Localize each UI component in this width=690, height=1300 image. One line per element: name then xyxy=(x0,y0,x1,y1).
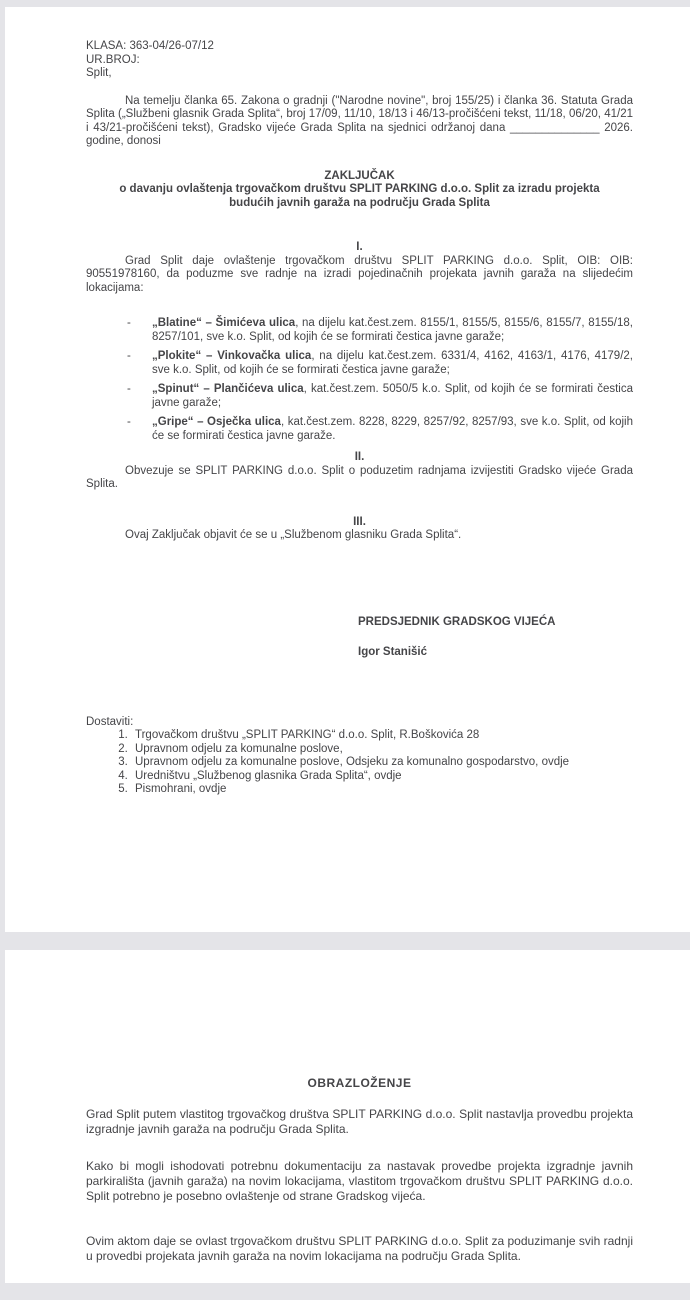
bullet-dash: - xyxy=(127,350,131,362)
distribution-item: 3. Upravnom odjelu za komunalne poslove, Odsjeku za komunalno gospodarstvo, ovdje xyxy=(131,756,633,770)
location-name: „Gripe“ – Osječka ulica xyxy=(152,416,281,428)
distribution-item: 5. Pismohrani, ovdje xyxy=(131,783,633,797)
location-details: , kat.čest.zem. 5050/5 k.o. Split, od kojih će se formirati čestica javne garaže; xyxy=(152,383,633,409)
obrazlozenje-paragraph-1: Grad Split putem vlastitog trgovačkog društva SPLIT PARKING d.o.o. Split nastavlja provedbu projekta izgradnje javnih garaža na području Grada Splita. xyxy=(86,1107,633,1136)
title-block xyxy=(86,170,633,211)
document-header-meta xyxy=(86,40,633,81)
section-1-numeral: I. xyxy=(356,241,363,253)
klasa-line: KLASA: 363-04/26-07/12 xyxy=(86,40,214,52)
obrazlozenje-paragraph-3: Ovim aktom daje se ovlast trgovačkom društvu SPLIT PARKING d.o.o. Split za poduzimanje svih radnji u provedbi projekata javnih garaža na novim lokacijama na području Grada Splita. xyxy=(86,1234,633,1263)
document-page-2 xyxy=(5,950,690,1283)
document-subtitle: o davanju ovlaštenja trgovačkom društvu SPLIT PARKING d.o.o. Split za izradu projekta budućih javnih garaža na području Grada Splita xyxy=(119,183,600,209)
location-item-spinut xyxy=(127,383,633,410)
section-2-numeral: II. xyxy=(354,451,365,463)
signature-role: PREDSJEDNIK GRADSKOG VIJEĆA xyxy=(358,615,556,628)
signature-name: Igor Stanišić xyxy=(358,646,428,658)
distribution-block xyxy=(86,716,633,797)
bullet-dash: - xyxy=(127,383,131,395)
section-2-body: Obvezuje se SPLIT PARKING d.o.o. Split o poduzetim radnjama izvijestiti Gradsko vijeće Grada Splita. xyxy=(86,464,633,490)
distribution-item: 1. Trgovačkom društvu „SPLIT PARKING“ d.o.o. Split, R.Boškovića 28 xyxy=(131,729,633,743)
obrazlozenje-paragraph-2: Kako bi mogli ishodovati potrebnu dokumentaciju za nastavak provedbe projekta izgradnje javnih parkirališta (javnih garaža) na novim lokacijama, vlastitom trgovačkom društvu SPLIT PARKING d.o.o. Split potrebno je posebno ovlaštenje od strane Gradskog vijeća. xyxy=(86,1159,633,1203)
location-item-gripe xyxy=(127,416,633,443)
location-name: „Blatine“ – Šimićeva ulica xyxy=(152,317,296,329)
preamble-paragraph: Na temelju članka 65. Zakona o gradnji ("Narodne novine", broj 155/25) i članka 36. Statuta Grada Splita („Službeni glasnik Grada Splita“, broj 17/09, 11/10, 18/13 i 46/13-pročišćeni tekst, 11/18, 06/20, 41/21 i 43/21-pročišćeni tekst), Gradsko vijeće Grada Splita na sjednici održanoj dana ______________ 2026. godine, donosi xyxy=(86,94,633,147)
location-name: „Plokite“ – Vinkovačka ulica xyxy=(152,350,312,362)
distribution-item: 2. Upravnom odjelu za komunalne poslove, xyxy=(131,743,633,757)
signature-block xyxy=(358,616,633,660)
document-page-1 xyxy=(5,7,690,932)
distribution-item: 4. Uredništvu „Službenog glasnika Grada Splita“, ovdje xyxy=(131,770,633,784)
distribution-list xyxy=(86,729,633,797)
location-item-plokite xyxy=(127,350,633,377)
location-details: , na dijelu kat.čest.zem. 8155/1, 8155/5, 8155/6, 8155/7, 8155/18, 8257/101, sve k.o. Split, od kojih će se formirati čestica javne garaže; xyxy=(152,317,633,343)
section-1-body: Grad Split daje ovlaštenje trgovačkom društvu SPLIT PARKING d.o.o. Split, OIB: OIB: 90551978160, da poduzme sve radnje na izradi pojedinačnih projekata javnih garaža na slijedećim lokacijama: xyxy=(86,254,633,294)
locations-list xyxy=(86,317,633,443)
place-line: Split, xyxy=(86,67,112,79)
obrazlozenje-heading: OBRAZLOŽENJE xyxy=(307,1076,412,1090)
urbroj-line: UR.BROJ: xyxy=(86,53,140,66)
location-item-blatine xyxy=(127,317,633,344)
document-title: ZAKLJUČAK xyxy=(324,169,395,182)
section-3-numeral: III. xyxy=(353,515,366,528)
location-details: , na dijelu kat.čest.zem. 6331/4, 4162, 4163/1, 4176, 4179/2, sve k.o. Split, od kojih će se formirati čestica javne garaže; xyxy=(152,350,633,376)
location-details: , kat.čest.zem. 8228, 8229, 8257/92, 8257/93, sve k.o. Split, od kojih će se formirati čestica javne garaže. xyxy=(152,416,633,442)
distribution-label: Dostaviti: xyxy=(86,715,134,728)
section-3-body: Ovaj Zaključak objavit će se u „Službenom glasniku Grada Splita“. xyxy=(125,529,462,541)
bullet-dash: - xyxy=(127,317,131,329)
bullet-dash: - xyxy=(127,416,131,428)
location-name: „Spinut“ – Plančićeva ulica xyxy=(152,383,304,395)
